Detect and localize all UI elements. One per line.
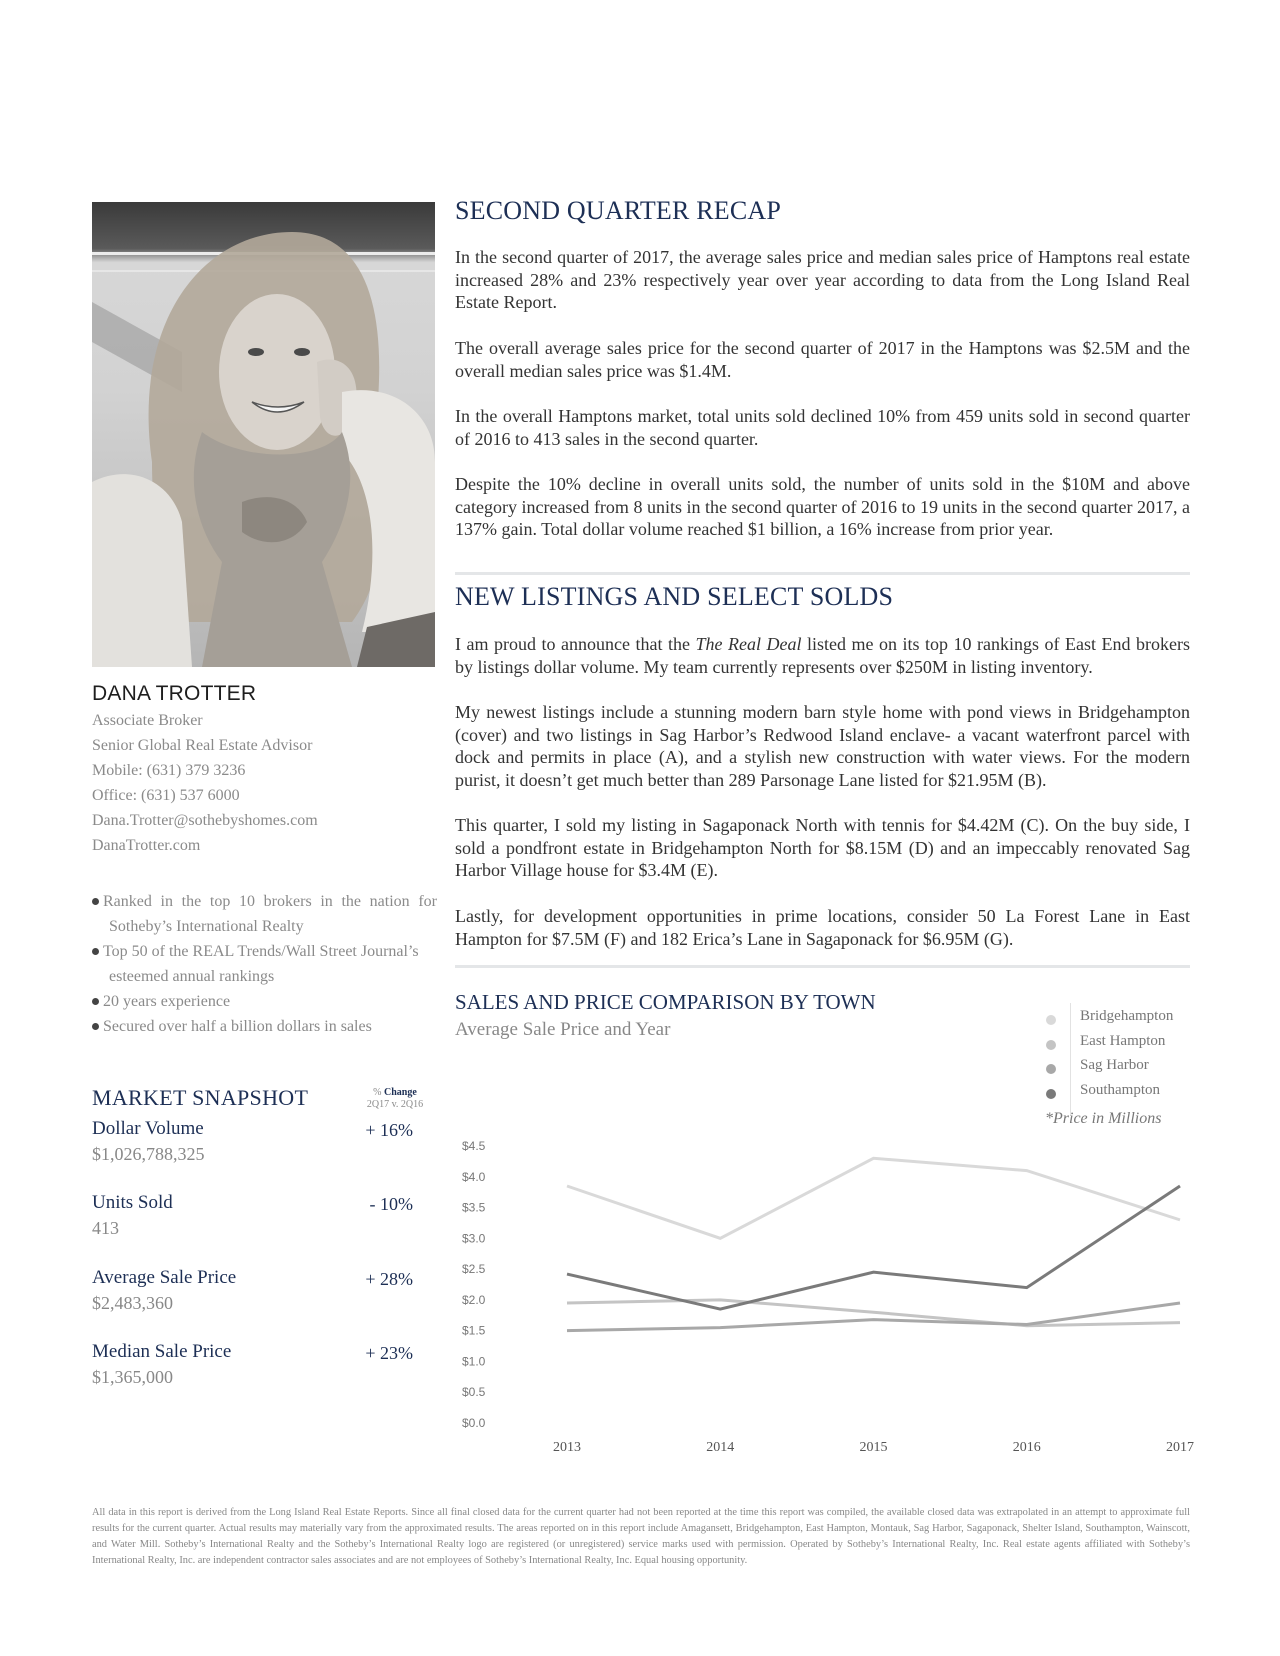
bullet-icon <box>92 898 99 905</box>
agent-title: Associate Broker <box>92 712 203 729</box>
bullet-icon <box>92 1023 99 1030</box>
highlight-item: 20 years experience <box>92 989 437 1014</box>
recap-paragraph: In the second quarter of 2017, the average sales price and median sales price of Hamptons real estate increased 28% and 23% respectively year over year according to data from the Long Island Real Estate Report. <box>455 247 1190 312</box>
agent-subtitle: Senior Global Real Estate Advisor <box>92 737 313 754</box>
recap-paragraph: In the overall Hamptons market, total units sold declined 10% from 459 units sold in second quarter of 2016 to 413 sales in the second quarter. <box>455 406 1190 449</box>
x-tick-label: 2017 <box>1166 1440 1194 1455</box>
y-tick-label: $3.5 <box>462 1200 486 1215</box>
listings-paragraph: Lastly, for development opportunities in prime locations, consider 50 La Forest Lane in East Hampton for $7.5M (F) and 182 Erica’s Lane in Sagaponack for $6.95M (G). <box>455 906 1190 949</box>
highlight-item: Top 50 of the REAL Trends/Wall Street Journal’s esteemed annual rankings <box>92 939 437 989</box>
snapshot-row-average-sale-price: Average Sale Price $2,483,360 + 28% <box>92 1267 413 1313</box>
recap-paragraph: The overall average sales price for the second quarter of 2017 in the Hamptons was $2.5M and the overall median sales price was $1.4M. <box>455 338 1190 381</box>
series-line-bridgehampton <box>567 1158 1180 1238</box>
snapshot-row-units-sold: Units Sold 413 - 10% <box>92 1192 413 1238</box>
agent-office[interactable]: Office: (631) 537 6000 <box>92 787 240 804</box>
series-line-southampton <box>567 1186 1180 1309</box>
change-value: + 28% <box>365 1269 413 1289</box>
listings-paragraph: I am proud to announce that the The Real Deal listed me on its top 10 rankings of East End brokers by listings dollar volume. My team currently represents over $250M in listing inventory. <box>455 634 1190 677</box>
chart-title: SALES AND PRICE COMPARISON BY TOWN <box>455 990 876 1014</box>
agent-highlights <box>92 889 437 1039</box>
legend-swatch-icon <box>1046 1040 1056 1050</box>
bullet-icon <box>92 948 99 955</box>
x-tick-label: 2013 <box>553 1440 581 1455</box>
y-tick-label: $2.0 <box>462 1292 486 1307</box>
change-value: + 23% <box>365 1343 413 1363</box>
legend-label: Sag Harbor <box>1080 1057 1149 1073</box>
percent-change-header: % Change 2Q17 v. 2Q16 <box>366 1087 424 1110</box>
highlight-item: Secured over half a billion dollars in sales <box>92 1014 437 1039</box>
legend-label: Southampton <box>1080 1081 1161 1098</box>
legend-swatch-icon <box>1046 1064 1056 1074</box>
listings-paragraph: My newest listings include a stunning modern barn style home with pond views in Bridgehampton (cover) and two listings in Sag Harbor’s Redwood Island enclave- a vacant waterfront parcel with dock and permits in place (A), and a stylish new construction with water views. For the modern purist, it doesn’t get much better than 289 Parsonage Lane listed for $21.95M (B). <box>455 702 1190 790</box>
snapshot-row-dollar-volume: Dollar Volume $1,026,788,325 + 16% <box>92 1118 413 1164</box>
listings-heading: NEW LISTINGS AND SELECT SOLDS <box>455 582 894 611</box>
agent-photo <box>92 202 435 667</box>
agent-contact-list <box>92 708 437 858</box>
agent-mobile[interactable]: Mobile: (631) 379 3236 <box>92 762 246 779</box>
line-chart <box>440 1125 1200 1465</box>
footer-disclaimer: All data in this report is derived from the Long Island Real Estate Reports. Since all final closed data for the current quarter had not been reported at the time this report was compiled, the available closed data was extrapolated in an attempt to approximate full results for the current quarter. Actual results may materially vary from the approximated results. The areas reported on in this report include Amagansett, Bridgehampton, East Hampton, Montauk, Sag Harbor, Sagaponack, Shelter Island, Southampton, Wainscott, and Water Mill. Sotheby’s International Realty and the Sotheby’s International Realty logo are registered (or unregistered) service marks used with permission. Operated by Sotheby’s International Realty, Inc. Real estate agents affiliated with Sotheby’s International Realty, Inc. are independent contractor sales associates and are not employees of Sotheby’s International Realty, Inc. Equal housing opportunity. <box>92 1507 1190 1566</box>
highlight-item: Ranked in the top 10 brokers in the nation for Sotheby’s International Realty <box>92 889 437 939</box>
chart-note: *Price in Millions <box>1045 1110 1162 1127</box>
x-tick-label: 2015 <box>859 1440 888 1455</box>
x-tick-label: 2016 <box>1012 1440 1041 1455</box>
change-value: + 16% <box>365 1120 413 1140</box>
section-divider <box>455 572 1190 575</box>
recap-heading: SECOND QUARTER RECAP <box>455 196 782 225</box>
recap-paragraph: Despite the 10% decline in overall units sold, the number of units sold in the $10M and above category increased from 8 units in the second quarter of 2016 to 19 units in the second quarter 2017, a 137% gain. Total dollar volume reached $1 billion, a 16% increase from prior year. <box>455 474 1190 539</box>
agent-name: DANA TROTTER <box>92 682 257 705</box>
legend-swatch-icon <box>1046 1089 1056 1099</box>
y-tick-label: $0.0 <box>462 1416 486 1430</box>
y-tick-label: $4.0 <box>462 1169 486 1184</box>
y-tick-label: $3.0 <box>462 1231 486 1246</box>
agent-website-link[interactable]: DanaTrotter.com <box>92 837 201 854</box>
bullet-icon <box>92 998 99 1005</box>
snapshot-row-median-sale-price: Median Sale Price $1,365,000 + 23% <box>92 1341 413 1387</box>
x-tick-label: 2014 <box>706 1440 735 1455</box>
section-divider <box>455 965 1190 968</box>
change-value: - 10% <box>369 1194 413 1214</box>
chart-subtitle: Average Sale Price and Year <box>455 1019 671 1040</box>
publication-name: The Real Deal <box>695 634 802 654</box>
agent-portrait-illustration <box>92 202 435 667</box>
legend-label: East Hampton <box>1080 1032 1166 1049</box>
y-tick-label: $1.0 <box>462 1354 486 1369</box>
series-line-sag-harbor <box>567 1303 1180 1331</box>
y-tick-label: $2.5 <box>462 1262 486 1277</box>
y-tick-label: $1.5 <box>462 1323 486 1338</box>
market-snapshot-title: MARKET SNAPSHOT <box>92 1085 309 1110</box>
series-line-east-hampton <box>567 1300 1180 1326</box>
legend-divider <box>1070 1003 1071 1115</box>
y-tick-label: $0.5 <box>462 1385 486 1400</box>
y-tick-label: $4.5 <box>462 1139 486 1153</box>
agent-email-link[interactable]: Dana.Trotter@sothebyshomes.com <box>92 812 318 829</box>
legend-label: Bridgehampton <box>1080 1008 1174 1024</box>
listings-paragraph: This quarter, I sold my listing in Sagaponack North with tennis for $4.42M (C). On the buy side, I sold a pondfront estate in Bridgehampton North for $8.15M (D) and an impeccably renovated Sag Harbor Village house for $3.4M (E). <box>455 815 1190 880</box>
legend-swatch-icon <box>1046 1015 1056 1025</box>
